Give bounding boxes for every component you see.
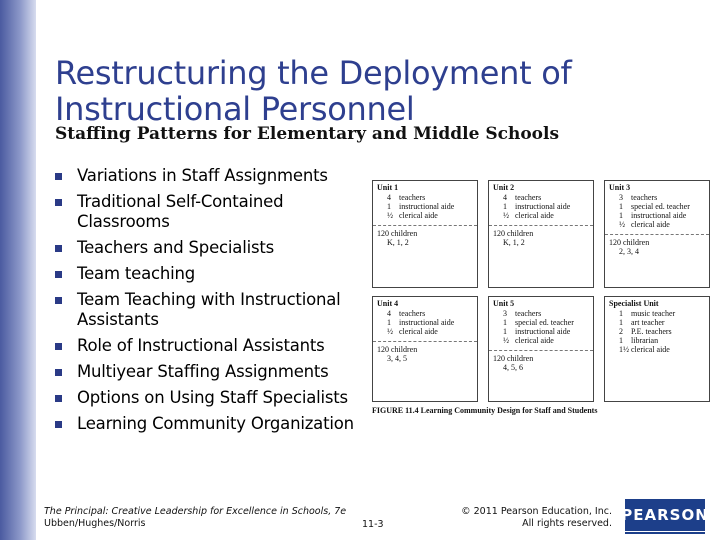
staff-role: teachers [515,193,542,202]
bullet-square-icon [55,395,62,402]
staff-row [373,327,477,336]
bullet-text: Traditional Self-Contained Classrooms [77,192,284,231]
staff-role: instructional aide [399,202,455,211]
footer-copyright-line: © 2011 Pearson Education, Inc. [461,506,612,517]
bullet-text: Team Teaching with Instructional Assistants [77,290,341,329]
staff-count: 1 [503,327,507,336]
unit-grades: 2, 3, 4 [619,247,639,256]
staff-count: 4 [387,193,391,202]
staff-role: instructional aide [399,318,455,327]
left-accent-bar [0,0,36,540]
bullet-text: Role of Instructional Assistants [77,336,325,355]
staff-row [605,327,709,336]
pearson-logo: PEARSON [625,499,705,531]
staff-role: clerical aide [399,211,438,220]
staff-role: teachers [515,309,542,318]
staffing-figure [372,180,710,420]
staff-count: ½ [387,327,393,336]
staff-row [489,202,593,211]
bullet-item [55,414,355,434]
staff-role: P.E. teachers [631,327,672,336]
unit-children: 120 children [377,345,418,354]
bullet-list [55,166,355,440]
footer-copyright [440,506,612,530]
bullet-item [55,264,355,284]
staff-count: ½ [387,211,393,220]
bullet-text: Options on Using Staff Specialists [77,388,348,407]
unit-children: 120 children [493,354,534,363]
staff-role: instructional aide [631,211,687,220]
footer-book-title: The Principal: Creative Leadership for Excellence in Schools, 7e [44,506,347,517]
staff-role: art teacher [631,318,665,327]
staff-role: clerical aide [631,220,670,229]
staff-row [489,318,593,327]
unit-box [372,296,478,402]
staff-row [373,193,477,202]
staff-row [605,193,709,202]
staff-count: 1 [619,211,623,220]
footer-citation [44,506,346,530]
staff-count: 1 [503,202,507,211]
unit-name: Specialist Unit [609,299,659,308]
bullet-text: Team teaching [77,264,196,283]
bullet-text: Multiyear Staffing Assignments [77,362,329,381]
unit-grades: 3, 4, 5 [387,354,407,363]
staff-role: instructional aide [515,327,571,336]
staff-count: 4 [503,193,507,202]
bullet-item [55,192,355,232]
bullet-square-icon [55,173,62,180]
staff-role: teachers [399,193,426,202]
staff-count: 1 [387,318,391,327]
bullet-square-icon [55,343,62,350]
staff-row [605,336,709,345]
staff-role: clerical aide [515,211,554,220]
unit-children: 120 children [377,229,418,238]
unit-name: Unit 1 [377,183,399,192]
unit-children: 120 children [609,238,650,247]
staff-role: instructional aide [515,202,571,211]
bullet-square-icon [55,271,62,278]
unit-name: Unit 4 [377,299,399,308]
staff-count: ½ [619,220,625,229]
unit-box [604,296,710,402]
bullet-square-icon [55,369,62,376]
figure-caption: FIGURE 11.4 Learning Community Design for Staff and Students [372,406,598,415]
staff-row [489,193,593,202]
staff-row [489,309,593,318]
staff-row [373,211,477,220]
staff-role: clerical aide [399,327,438,336]
unit-name: Unit 3 [609,183,631,192]
staff-count: 1 [619,318,623,327]
staff-role: librarian [631,336,659,345]
staff-row [605,309,709,318]
footer-rights-line: All rights reserved. [522,518,612,529]
unit-box [604,180,710,288]
unit-grades: K, 1, 2 [387,238,409,247]
bullet-square-icon [55,245,62,252]
logo-underline [625,532,705,534]
bullet-item [55,336,355,356]
unit-box [488,180,594,288]
staff-count: 4 [387,309,391,318]
bullet-text: Teachers and Specialists [77,238,275,257]
staff-count: 1 [503,318,507,327]
unit-grades: K, 1, 2 [503,238,525,247]
staff-count: 3 [503,309,507,318]
staff-role: music teacher [631,309,676,318]
staff-row [605,202,709,211]
staff-row [373,202,477,211]
footer-page-number: 11-3 [362,519,384,530]
staff-row [373,318,477,327]
staff-row [605,211,709,220]
bullet-item [55,290,355,330]
staff-role: teachers [631,193,658,202]
unit-box [488,296,594,402]
staff-row [489,327,593,336]
staff-row [489,211,593,220]
staff-row [605,345,709,354]
bullet-text: Variations in Staff Assignments [77,166,328,185]
staff-count: 1 [619,309,623,318]
bullet-square-icon [55,199,62,206]
bullet-item [55,238,355,258]
staff-count: 3 [619,193,623,202]
slide-subtitle: Staffing Patterns for Elementary and Middle Schools [55,124,560,144]
staff-row [605,318,709,327]
footer-authors: Ubben/Hughes/Norris [44,518,146,529]
staff-row [373,309,477,318]
unit-name: Unit 2 [493,183,515,192]
staff-role: special ed. teacher [515,318,574,327]
staff-count: 1 [387,202,391,211]
unit-name: Unit 5 [493,299,515,308]
staff-count: ½ [503,211,509,220]
bullet-square-icon [55,297,62,304]
staff-count: 1 [619,202,623,211]
bullet-square-icon [55,421,62,428]
slide-title: Restructuring the Deployment of Instructional Personnel [55,54,572,128]
unit-box [372,180,478,288]
staff-role: teachers [399,309,426,318]
bullet-item [55,388,355,408]
bullet-item [55,166,355,186]
staff-role: clerical aide [515,336,554,345]
staff-count: 2 [619,327,623,336]
staff-count: 1 [619,336,623,345]
staff-count: ½ [503,336,509,345]
unit-grades: 4, 5, 6 [503,363,523,372]
staff-count: 1½ [619,345,629,354]
unit-children: 120 children [493,229,534,238]
bullet-item [55,362,355,382]
staff-row [605,220,709,229]
staff-row [489,336,593,345]
staff-role: clerical aide [631,345,670,354]
staff-role: special ed. teacher [631,202,690,211]
bullet-text: Learning Community Organization [77,414,354,433]
